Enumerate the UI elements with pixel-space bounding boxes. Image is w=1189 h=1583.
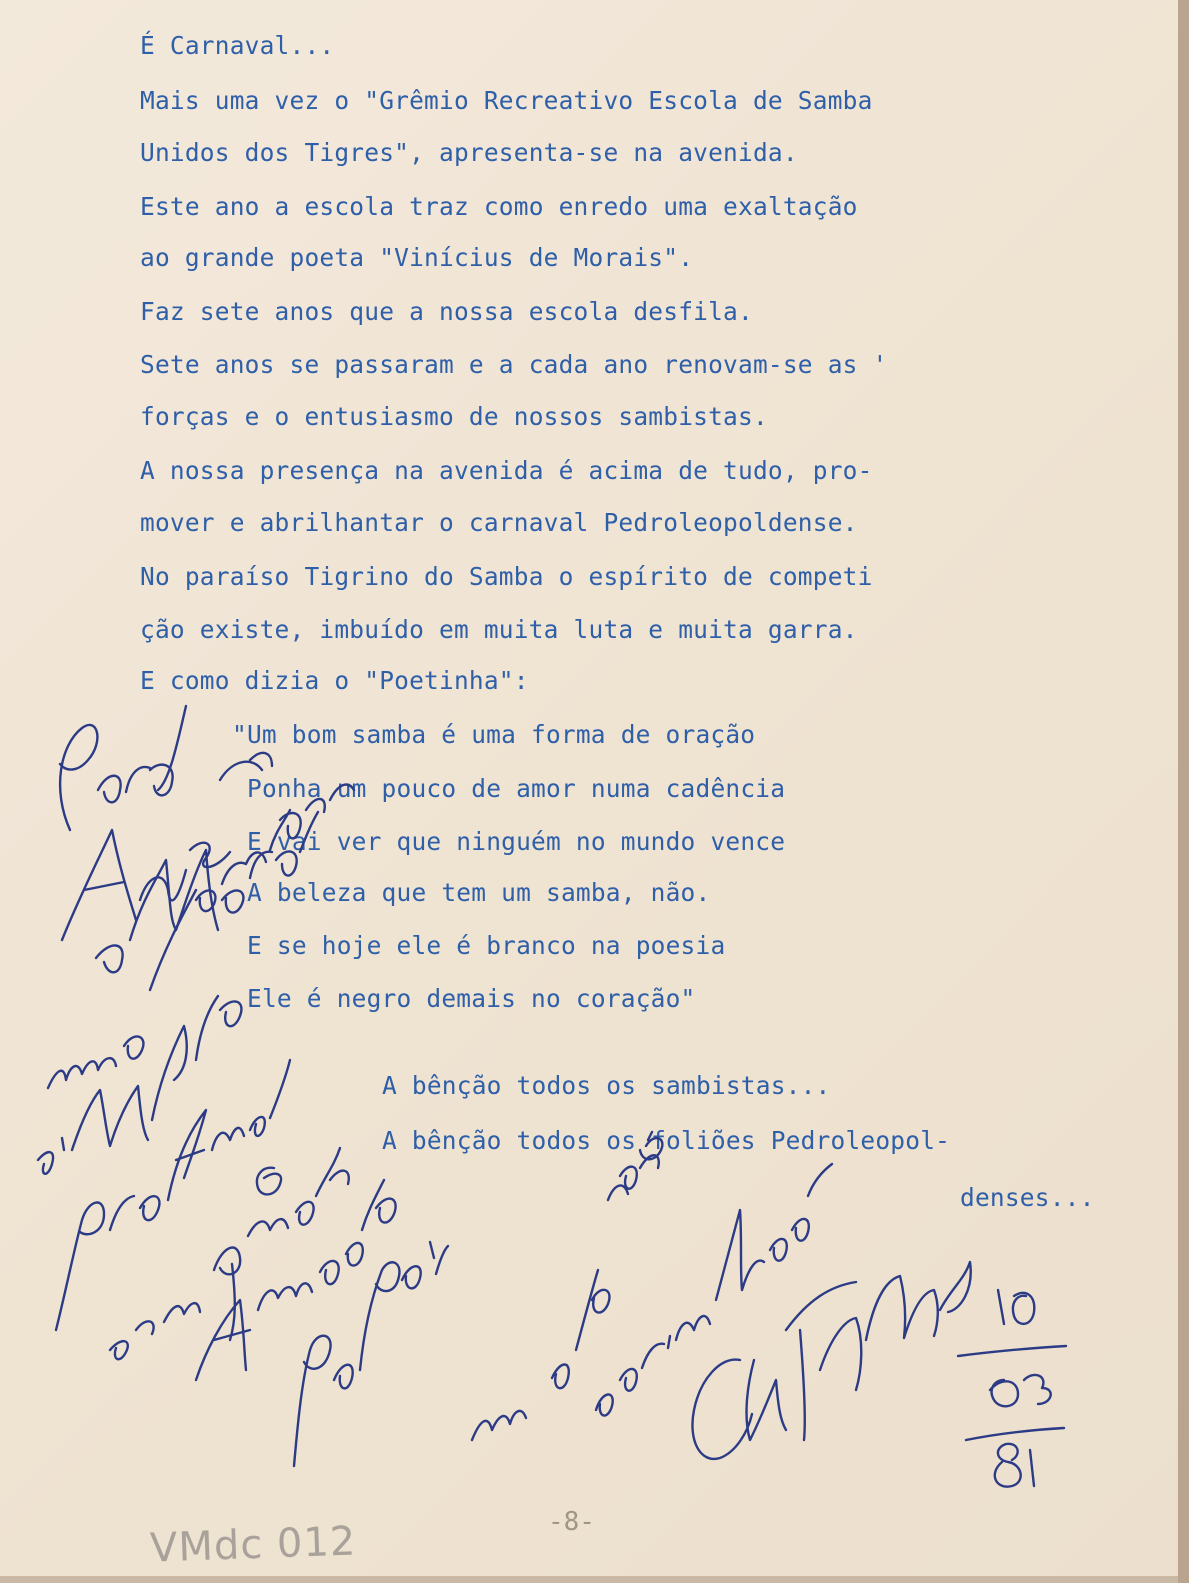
typed-line-13: E como dizia o "Poetinha": <box>140 666 529 695</box>
quote-line-2: Ponha um pouco de amor numa cadência <box>247 774 786 803</box>
typed-line-5: ao grande poeta "Vinícius de Morais". <box>140 243 694 272</box>
archive-code: VMdc 012 <box>149 1518 358 1572</box>
quote-line-1: "Um bom samba é uma forma de oração <box>232 720 756 749</box>
typed-line-9: A nossa presença na avenida é acima de tudo, pro- <box>140 456 873 485</box>
quote-line-5: E se hoje ele é branco na poesia <box>247 931 726 960</box>
page-number: -8- <box>548 1507 595 1537</box>
typed-line-12: ção existe, imbuído em muita luta e muita garra. <box>140 615 858 644</box>
typed-line-2: Mais uma vez o "Grêmio Recreativo Escola de Samba <box>140 86 873 115</box>
quote-line-4: A beleza que tem um samba, não. <box>247 878 711 907</box>
typed-line-1: É Carnaval... <box>140 31 335 60</box>
closing-line-1: A bênção todos os sambistas... <box>382 1071 831 1100</box>
page-edge <box>1178 0 1189 1583</box>
typed-line-10: mover e abrilhantar o carnaval Pedroleopoldense. <box>140 508 858 537</box>
typed-line-7: Sete anos se passaram e a cada ano renovam-se as ' <box>140 350 888 379</box>
typed-line-8: forças e o entusiasmo de nossos sambistas. <box>140 402 768 431</box>
typed-line-4: Este ano a escola traz como enredo uma exaltação <box>140 192 858 221</box>
quote-line-3: E vai ver que ninguém no mundo vence <box>247 827 786 856</box>
typed-line-6: Faz sete anos que a nossa escola desfila. <box>140 297 753 326</box>
closing-line-3: denses... <box>960 1183 1095 1212</box>
typed-line-3: Unidos dos Tigres", apresenta-se na avenida. <box>140 138 798 167</box>
closing-line-2: A bênção todos os foliões Pedroleopol- <box>382 1126 951 1155</box>
quote-line-6: Ele é negro demais no coração" <box>247 984 696 1013</box>
typed-line-11: No paraíso Tigrino do Samba o espírito de competi <box>140 562 873 591</box>
